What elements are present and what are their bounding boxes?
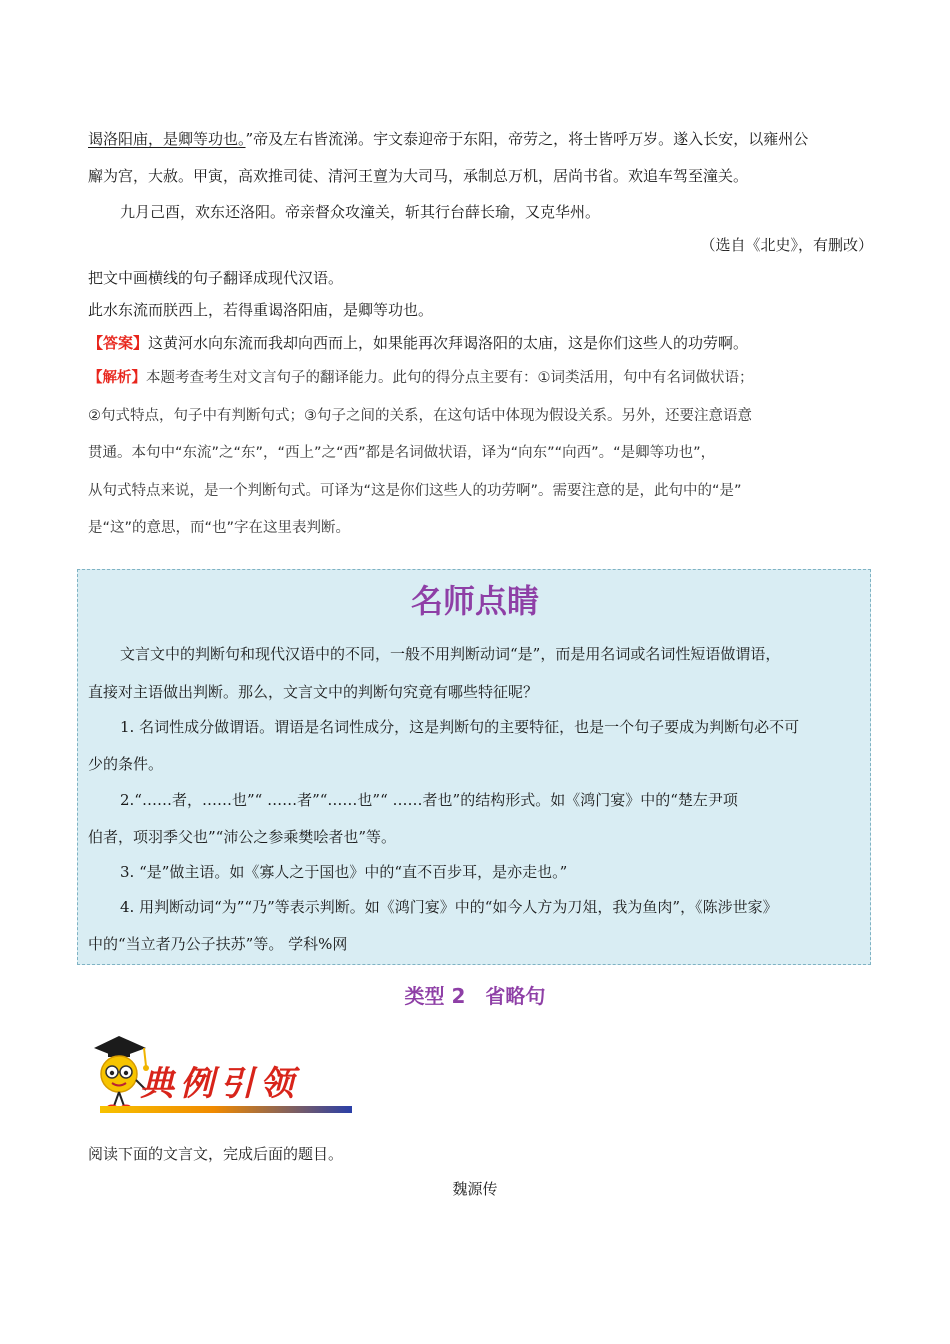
reading-title: 魏源传 xyxy=(452,1180,498,1198)
passage-line-3: 九月己酉，欢东还洛阳。帝亲督众攻潼关，斩其行台薛长瑜，又克华州。 xyxy=(120,203,601,221)
question-prompt: 把文中画横线的句子翻译成现代汉语。 xyxy=(88,269,344,287)
analysis-line-5: 是“这”的意思，而“也”字在这里表判断。 xyxy=(88,520,351,536)
tip-line-2: 直接对主语做出判断。那么，文言文中的判断句究竟有哪些特征呢？ xyxy=(88,683,539,701)
example-banner xyxy=(88,1030,358,1120)
analysis-text-1: 本题考查考生对文言句子的翻译能力。此句的得分点主要有：①词类活用，句中有名词做状语； xyxy=(146,370,754,386)
passage-line-1 xyxy=(88,128,873,149)
tip-line-3: 1. 名词性成分做谓语。谓语是名词性成分，这是判断句的主要特征，也是一个句子要成为判断句必不可 xyxy=(120,718,800,736)
banner-underline xyxy=(100,1106,352,1113)
analysis-line-4: 从句式特点来说，是一个判断句式。可译为“这是你们这些人的功劳啊”。需要注意的是，此句中的“是” xyxy=(88,483,742,499)
section-heading: 类型 2 省略句 xyxy=(404,984,546,1008)
analysis-line-2: ②句式特点，句子中有判断句式；③句子之间的关系，在这句话中体现为假设关系。另外，还要注意语意 xyxy=(88,408,752,424)
analysis-tag: 【解析】 xyxy=(88,370,146,386)
example-banner-label: 典例引领 xyxy=(140,1064,300,1104)
question-sentence: 此水东流而朕西上，若得重谒洛阳庙，是卿等功也。 xyxy=(88,301,434,319)
passage-line-1-rest: ”帝及左右皆流涕。宇文泰迎帝于东阳，帝劳之，将士皆呼万岁。遂入长安，以雍州公 xyxy=(245,130,809,148)
answer-line xyxy=(88,332,873,353)
analysis-line-3: 贯通。本句中“东流”之“东”，“西上”之“西”都是名词做状语，译为“向东”“向西”。“是卿等功也”， xyxy=(88,445,716,461)
tip-line-7: 3. “是”做主语。如《寡人之于国也》中的“直不百步耳，是亦走也。” xyxy=(120,863,568,881)
tip-line-4: 少的条件。 xyxy=(88,755,164,773)
analysis-line-1 xyxy=(88,366,873,387)
tip-line-5: 2.“……者，……也”“ ……者”“……也”“ ……者也”的结构形式。如《鸿门宴》中的“楚左尹项 xyxy=(120,791,738,809)
tip-line-9: 中的“当立者乃公子扶苏”等。 学科%网 xyxy=(88,935,348,953)
reading-instruction: 阅读下面的文言文，完成后面的题目。 xyxy=(88,1145,344,1163)
answer-tag: 【答案】 xyxy=(88,334,149,352)
underlined-sentence: 谒洛阳庙，是卿等功也。 xyxy=(88,130,246,148)
tip-line-6: 伯者，项羽季父也”“沛公之参乘樊哙者也”等。 xyxy=(88,828,397,846)
answer-text: 这黄河水向东流而我却向西而上，如果能再次拜谒洛阳的太庙，这是你们这些人的功劳啊。 xyxy=(148,334,749,352)
tip-line-1: 文言文中的判断句和现代汉语中的不同，一般不用判断动词“是”，而是用名词或名词性短语做谓语， xyxy=(120,645,781,663)
tip-title: 名师点睛 xyxy=(410,582,539,620)
tip-line-8: 4. 用判断动词“为”“乃”等表示判断。如《鸿门宴》中的“如今人方为刀俎，我为鱼肉”，《陈涉世家》 xyxy=(120,898,778,916)
passage-source: （选自《北史》，有删改） xyxy=(700,236,873,254)
passage-line-2: 廨为宫，大赦。甲寅，高欢推司徒、清河王亶为大司马，承制总万机，居尚书省。欢追车驾至潼关。 xyxy=(88,167,749,185)
